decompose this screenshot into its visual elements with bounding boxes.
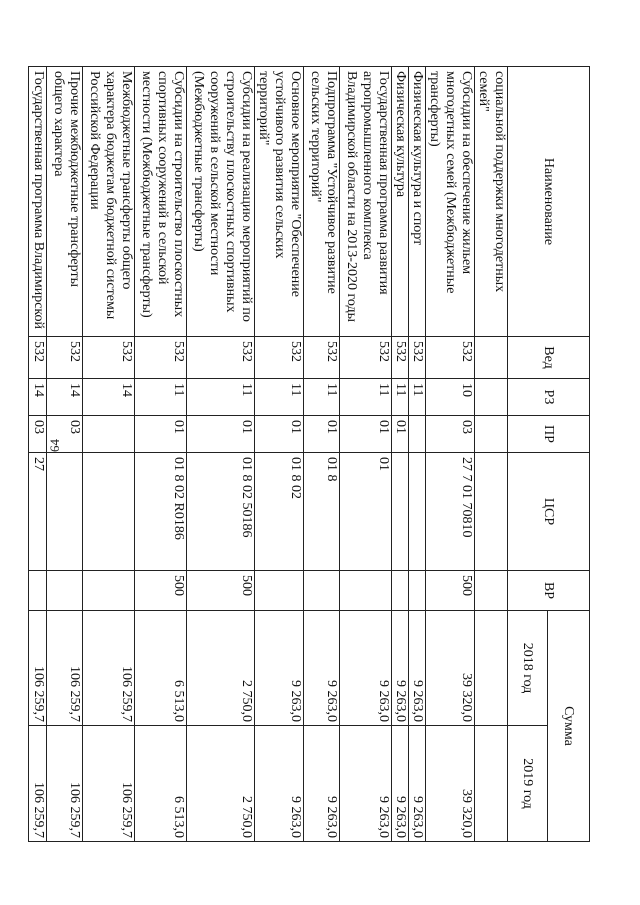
- table-row: [135, 67, 187, 842]
- row-pr: 01: [392, 416, 409, 453]
- row-ved: 532: [340, 337, 392, 379]
- row-vr: 500: [426, 571, 475, 611]
- header-name: Наименование: [508, 67, 590, 337]
- row-sum-2018: 39 320,0: [426, 611, 475, 726]
- row-name: Основное мероприятие "Обеспечение устойчивого развития сельских территорий": [255, 67, 304, 337]
- header-vr: ВР: [508, 571, 590, 611]
- row-ved: 532: [304, 337, 340, 379]
- row-name: Государственная программа развития агропромышленного комплекса Владимирской области на 2013-2020 годы: [340, 67, 392, 337]
- row-rz: 11: [409, 379, 426, 416]
- row-name: Государственная программа Владимирской: [29, 67, 47, 337]
- row-rz: 11: [135, 379, 187, 416]
- row-sum-2018: 9 263,0: [409, 611, 426, 726]
- table-row: [426, 67, 475, 842]
- row-sum-2019: 6 513,0: [135, 726, 187, 842]
- row-csr: [83, 453, 135, 571]
- row-sum-2019: 106 259,7: [29, 726, 47, 842]
- row-csr: [392, 453, 409, 571]
- row-sum-2019: 9 263,0: [340, 726, 392, 842]
- row-vr: [475, 571, 508, 611]
- row-vr: 500: [135, 571, 187, 611]
- row-ved: 532: [29, 337, 47, 379]
- row-csr: 01: [340, 453, 392, 571]
- row-vr: [83, 571, 135, 611]
- row-pr: 01: [304, 416, 340, 453]
- row-pr: [475, 416, 508, 453]
- row-name: Физическая культура: [392, 67, 409, 337]
- row-vr: 500: [187, 571, 255, 611]
- table-row: [47, 67, 83, 842]
- row-csr: [475, 453, 508, 571]
- row-sum-2018: 9 263,0: [304, 611, 340, 726]
- header-sum: Сумма: [548, 611, 590, 842]
- row-csr: 01 8 02 50186: [187, 453, 255, 571]
- table-row: [409, 67, 426, 842]
- table-row: [392, 67, 409, 842]
- row-pr: 01: [340, 416, 392, 453]
- row-rz: 14: [83, 379, 135, 416]
- row-vr: [47, 571, 83, 611]
- header-ved: Вед: [508, 337, 590, 379]
- row-name: Физическая культура и спорт: [409, 67, 426, 337]
- row-vr: [255, 571, 304, 611]
- row-sum-2019: 9 263,0: [392, 726, 409, 842]
- row-csr: [409, 453, 426, 571]
- row-ved: 532: [83, 337, 135, 379]
- table-row: [304, 67, 340, 842]
- row-sum-2018: 106 259,7: [83, 611, 135, 726]
- row-rz: 10: [426, 379, 475, 416]
- row-name: Субсидии на строительство плоскостных спортивных сооружений в сельской местности (Межбюджетные трансферты): [135, 67, 187, 337]
- row-csr: 01 8 02: [255, 453, 304, 571]
- row-sum-2019: 9 263,0: [409, 726, 426, 842]
- row-sum-2019: 9 263,0: [304, 726, 340, 842]
- header-2019: 2019 год: [508, 726, 548, 842]
- row-csr: 01 8: [304, 453, 340, 571]
- header-pr: ПР: [508, 416, 590, 453]
- row-sum-2018: 106 259,7: [47, 611, 83, 726]
- row-csr: [47, 453, 83, 571]
- table-row: [29, 67, 47, 842]
- row-name: Прочие межбюджетные трансферты общего характера: [47, 67, 83, 337]
- row-pr: 03: [47, 416, 83, 453]
- row-rz: 11: [392, 379, 409, 416]
- row-ved: 532: [409, 337, 426, 379]
- row-sum-2018: 9 263,0: [340, 611, 392, 726]
- row-rz: 14: [29, 379, 47, 416]
- table-row: [83, 67, 135, 842]
- budget-table: [28, 66, 590, 842]
- row-ved: 532: [47, 337, 83, 379]
- row-name: социальной поддержки многодетных семей": [475, 67, 508, 337]
- row-name: Субсидии на обеспечение жильем многодетных семей (Межбюджетные трансферты): [426, 67, 475, 337]
- row-sum-2019: 106 259,7: [47, 726, 83, 842]
- table-row: [255, 67, 304, 842]
- row-ved: [475, 337, 508, 379]
- row-pr: 01: [135, 416, 187, 453]
- row-sum-2019: 39 320,0: [426, 726, 475, 842]
- row-pr: 01: [187, 416, 255, 453]
- row-name: Подпрограмма "Устойчивое развитие сельских территорий": [304, 67, 340, 337]
- row-pr: 03: [426, 416, 475, 453]
- row-ved: 532: [426, 337, 475, 379]
- row-sum-2018: 9 263,0: [392, 611, 409, 726]
- row-ved: 532: [187, 337, 255, 379]
- row-sum-2019: 106 259,7: [83, 726, 135, 842]
- row-name: Субсидии на реализацию мероприятий по строительству плоскостных спортивных сооружений в сельской местности (Межбюджетные трансферты): [187, 67, 255, 337]
- row-ved: 532: [255, 337, 304, 379]
- row-vr: [340, 571, 392, 611]
- table-row: [340, 67, 392, 842]
- header-csr: ЦСР: [508, 453, 590, 571]
- row-rz: 14: [47, 379, 83, 416]
- table-row: [187, 67, 255, 842]
- row-rz: 11: [187, 379, 255, 416]
- page-number: 64: [47, 439, 62, 452]
- row-sum-2018: 2 750,0: [187, 611, 255, 726]
- row-pr: 03: [29, 416, 47, 453]
- row-pr: [83, 416, 135, 453]
- header-rz: РЗ: [508, 379, 590, 416]
- row-csr: 01 8 02 R0186: [135, 453, 187, 571]
- row-sum-2019: 9 263,0: [255, 726, 304, 842]
- row-rz: 11: [340, 379, 392, 416]
- row-sum-2018: [475, 611, 508, 726]
- row-sum-2018: 9 263,0: [255, 611, 304, 726]
- row-rz: 11: [304, 379, 340, 416]
- row-pr: [409, 416, 426, 453]
- row-ved: 532: [135, 337, 187, 379]
- row-name: Межбюджетные трансферты общего характера бюджетам бюджетной системы Российской Федерации: [83, 67, 135, 337]
- row-ved: 532: [392, 337, 409, 379]
- row-sum-2018: 6 513,0: [135, 611, 187, 726]
- row-rz: [475, 379, 508, 416]
- row-vr: [409, 571, 426, 611]
- row-csr: 27: [29, 453, 47, 571]
- row-sum-2018: 106 259,7: [29, 611, 47, 726]
- row-csr: 27 7 01 70810: [426, 453, 475, 571]
- table-row: [475, 67, 508, 842]
- row-sum-2019: [475, 726, 508, 842]
- row-vr: [304, 571, 340, 611]
- row-vr: [392, 571, 409, 611]
- row-sum-2019: 2 750,0: [187, 726, 255, 842]
- row-pr: 01: [255, 416, 304, 453]
- header-2018: 2018 год: [508, 611, 548, 726]
- row-rz: 11: [255, 379, 304, 416]
- row-vr: [29, 571, 47, 611]
